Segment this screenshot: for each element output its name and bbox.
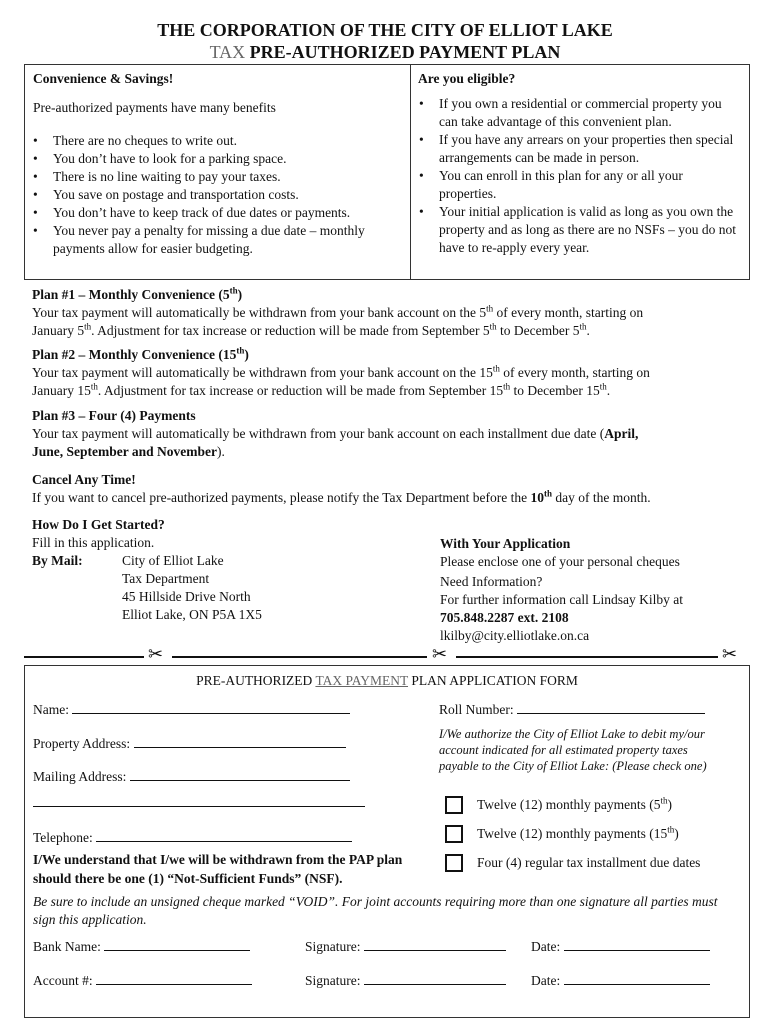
plan3-text-2: June, September and November). xyxy=(32,444,225,459)
list-item: • If you have any arrears on your properties then special arrangements can be made in person. xyxy=(415,131,741,167)
list-item: • You don’t have to keep track of due dates or payments. xyxy=(29,204,411,222)
plan2-section xyxy=(32,346,752,400)
address-line: Elliot Lake, ON P5A 1X5 xyxy=(122,607,262,622)
list-item: • Your initial application is valid as long as you own the property and as long as there are no NSFs – you do not have to re-apply every year. xyxy=(415,203,741,257)
subtitle-tax: TAX xyxy=(209,42,246,62)
name-field[interactable]: Name: xyxy=(33,700,350,719)
option-monthly-5th-label: Twelve (12) monthly payments (5th) xyxy=(477,795,673,812)
with-app-heading: With Your Application xyxy=(440,536,571,551)
convenience-list xyxy=(29,132,411,258)
signature-field-2[interactable]: Signature: xyxy=(305,971,506,990)
plan3-text-1: Your tax payment will automatically be withdrawn from your bank account on each installment due date (April, xyxy=(32,426,639,441)
list-item: • If you own a residential or commercial property you can take advantage of this convenient plan. xyxy=(415,95,741,131)
option-monthly-15th-checkbox[interactable] xyxy=(445,825,463,843)
bank-name-field[interactable]: Bank Name: xyxy=(33,937,250,956)
mailing-address-block xyxy=(122,552,262,624)
plan3-heading: Plan #3 – Four (4) Payments xyxy=(32,408,196,423)
started-heading: How Do I Get Started? xyxy=(32,517,165,532)
option-monthly-15th-label: Twelve (12) monthly payments (15th) xyxy=(477,824,679,841)
application-form xyxy=(24,665,750,1018)
page-title: THE CORPORATION OF THE CITY OF ELLIOT LAKE xyxy=(157,20,613,40)
plan2-text-1: Your tax payment will automatically be withdrawn from your bank account on the 15th of every month, starting on xyxy=(32,363,650,380)
contact-email[interactable]: lkilby@city.elliotlake.on.ca xyxy=(440,628,590,643)
cut-dash xyxy=(24,656,144,658)
address-line: 45 Hillside Drive North xyxy=(122,589,251,604)
started-section xyxy=(32,516,432,622)
list-item: • You save on postage and transportation costs. xyxy=(29,186,411,204)
option-four-installments-checkbox[interactable] xyxy=(445,854,463,872)
cancel-heading: Cancel Any Time! xyxy=(32,472,136,487)
scissors-icon: ✂ xyxy=(722,644,738,665)
plan1-section xyxy=(32,286,752,340)
started-fill: Fill in this application. xyxy=(32,535,155,550)
mailing-address-line2[interactable] xyxy=(33,793,365,812)
eligible-heading: Are you eligible? xyxy=(418,71,516,86)
plan2-text-2: January 15th. Adjustment for tax increase or reduction will be made from September 15th to December 15th. xyxy=(32,381,611,398)
property-address-field[interactable]: Property Address: xyxy=(33,734,346,753)
date-field-2[interactable]: Date: xyxy=(531,971,710,990)
page-subtitle xyxy=(0,42,770,63)
plan1-text-2: January 5th. Adjustment for tax increase or reduction will be made from September 5th to December 5th. xyxy=(32,321,590,338)
address-line: City of Elliot Lake xyxy=(122,553,224,568)
list-item: • There is no line waiting to pay your taxes. xyxy=(29,168,411,186)
roll-number-field[interactable]: Roll Number: xyxy=(439,700,705,719)
nsf-notice: I/We understand that I/we will be withdrawn from the PAP plan should there be one (1) “Not-Sufficient Funds” (NSF). xyxy=(33,852,403,886)
cancel-section xyxy=(32,471,752,507)
plan1-heading: Plan #1 – Monthly Convenience (5th) xyxy=(32,285,243,302)
mailing-address-field[interactable]: Mailing Address: xyxy=(33,767,350,786)
signature-field-1[interactable]: Signature: xyxy=(305,937,506,956)
list-item: • You can enroll in this plan for any or all your properties. xyxy=(415,167,741,203)
list-item: • You don’t have to look for a parking space. xyxy=(29,150,411,168)
list-item: • You never pay a penalty for missing a due date – monthly payments allow for easier budgeting. xyxy=(29,222,411,258)
telephone-field[interactable]: Telephone: xyxy=(33,828,352,847)
address-line: Tax Department xyxy=(122,571,210,586)
option-monthly-5th-checkbox[interactable] xyxy=(445,796,463,814)
cut-dash xyxy=(172,656,427,658)
by-mail-label: By Mail: xyxy=(32,553,83,568)
cut-line xyxy=(24,644,750,666)
authorize-text: I/We authorize the City of Elliot Lake to debit my/our account indicated for all estimated property taxes payable to the City of Elliot Lake: (Please check one) xyxy=(439,727,707,773)
with-app-text: Please enclose one of your personal cheques xyxy=(440,554,680,569)
contact-text: For further information call Lindsay Kilby at xyxy=(440,592,683,607)
plan1-text-1: Your tax payment will automatically be withdrawn from your bank account on the 5th of every month, starting on xyxy=(32,303,644,320)
plan3-section xyxy=(32,407,752,461)
subtitle-rest: PRE-AUTHORIZED PAYMENT PLAN xyxy=(245,42,561,62)
need-info: Need Information? xyxy=(440,574,543,589)
plan2-heading: Plan #2 – Monthly Convenience (15th) xyxy=(32,345,249,362)
cancel-text: If you want to cancel pre-authorized payments, please notify the Tax Department before the 10th day of the month. xyxy=(32,488,651,505)
info-box xyxy=(24,64,750,280)
option-four-installments-label: Four (4) regular tax installment due dates xyxy=(477,855,701,870)
list-item: • There are no cheques to write out. xyxy=(29,132,411,150)
cut-dash xyxy=(456,656,718,658)
void-cheque-note: Be sure to include an unsigned cheque marked “VOID”. For joint accounts requiring more than one signature all parties must sign this application. xyxy=(33,894,718,927)
convenience-intro: Pre-authorized payments have many benefits xyxy=(33,100,276,115)
contact-phone: 705.848.2287 ext. 2108 xyxy=(440,610,569,625)
form-title: PRE-AUTHORIZED TAX PAYMENT PLAN APPLICATION FORM xyxy=(196,673,578,688)
scissors-icon: ✂ xyxy=(432,644,448,665)
date-field-1[interactable]: Date: xyxy=(531,937,710,956)
scissors-icon: ✂ xyxy=(148,644,164,665)
eligible-list xyxy=(415,95,741,257)
account-number-field[interactable]: Account #: xyxy=(33,971,252,990)
with-application-section xyxy=(440,535,750,645)
convenience-heading: Convenience & Savings! xyxy=(33,71,174,86)
